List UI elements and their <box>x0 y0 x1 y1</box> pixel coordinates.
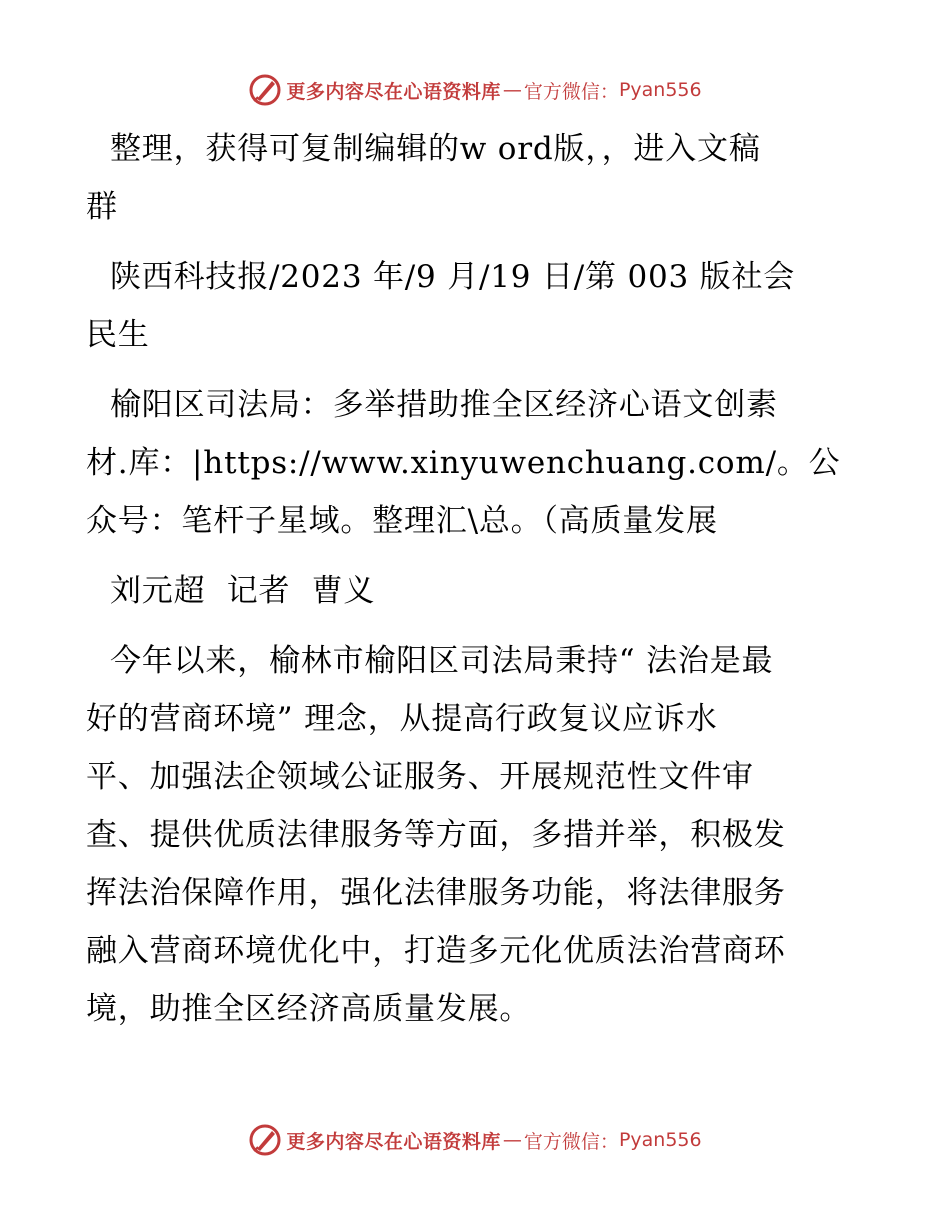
banner-wechat-label: 官方微信： <box>523 1130 619 1153</box>
text-line: 陕西科技报/2023 年/9 月/19 日/第 003 版社会 <box>110 259 796 295</box>
text-line: 查、提供优质法律服务等方面，多措并举，积极发 <box>86 817 786 853</box>
text-line: 榆阳区司法局：多举措助推全区经济心语文创素 <box>110 387 778 423</box>
banner-wechat-id: Pyan556 <box>618 79 702 101</box>
text-line: 融入营商环境优化中，打造多元化优质法治营商环 <box>86 933 786 969</box>
text-line: 民生 <box>86 317 150 353</box>
paragraph-intro <box>86 120 858 236</box>
text-line: 材.库：|https://www.xinyuwenchuang.com/。公 <box>86 445 841 481</box>
paragraph-headline <box>86 376 858 550</box>
banner-separator: — <box>502 1129 522 1151</box>
quill-logo-icon <box>248 73 282 107</box>
text-line: 整理，获得可复制编辑的w ord版，，进入文稿 <box>110 131 761 167</box>
footer-banner <box>0 1120 950 1160</box>
byline: 刘元超 记者 曹义 <box>110 573 376 609</box>
text-line: 境，助推全区经济高质量发展。 <box>86 991 532 1027</box>
quill-logo-icon <box>248 1123 282 1157</box>
header-banner <box>0 70 950 110</box>
text-line: 今年以来，榆林市榆阳区司法局秉持“ 法治是最 <box>110 643 774 679</box>
paragraph-source <box>86 248 858 364</box>
text-line: 群 <box>86 189 118 225</box>
banner-text: 更多内容尽在心语资料库 <box>286 1130 501 1153</box>
banner-text: 更多内容尽在心语资料库 <box>286 80 501 103</box>
text-line: 好的营商环境” 理念，从提高行政复议应诉水 <box>86 701 718 737</box>
text-line: 挥法治保障作用，强化法律服务功能，将法律服务 <box>86 875 786 911</box>
text-line: 平、加强法企领域公证服务、开展规范性文件审 <box>86 759 754 795</box>
banner-separator: — <box>502 79 522 101</box>
paragraph-body <box>86 632 858 1038</box>
banner-wechat-id: Pyan556 <box>618 1129 702 1151</box>
banner-wechat-label: 官方微信： <box>523 80 619 103</box>
text-line: 众号：笔杆子星域。整理汇\总。（高质量发展 <box>86 503 718 539</box>
document-body <box>86 120 858 1050</box>
